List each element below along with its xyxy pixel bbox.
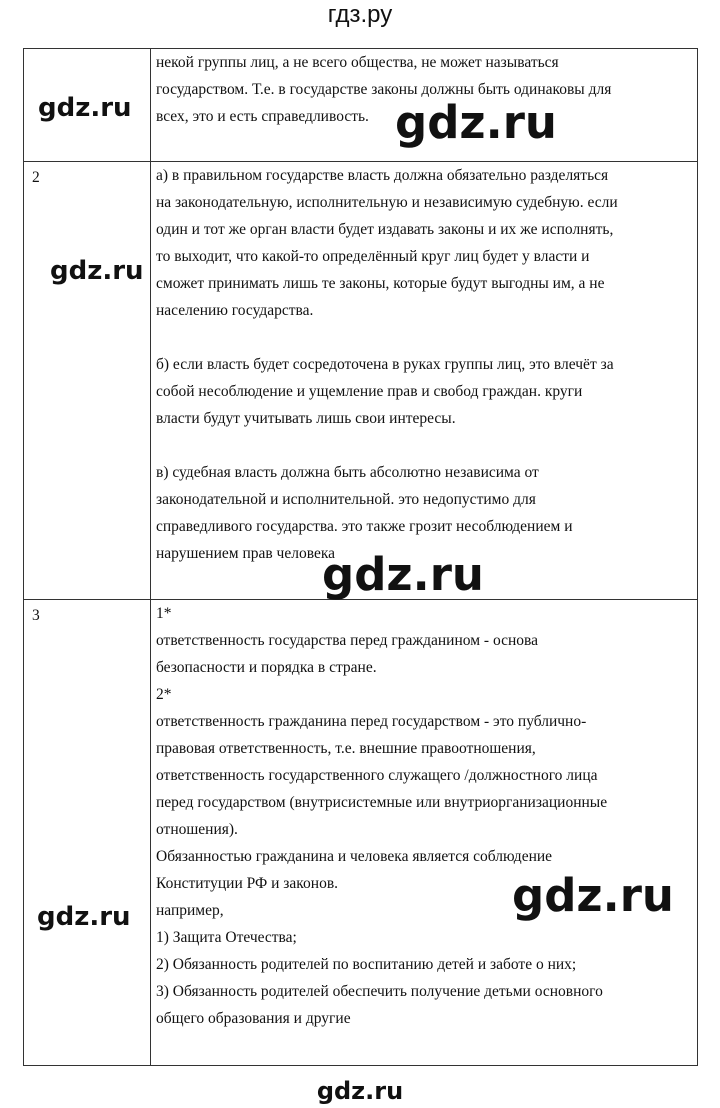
text-line: государством. Т.е. в государстве законы должны быть одинаковы для <box>156 81 612 98</box>
text-line: справедливого государства. это также грозит несоблюдением и <box>156 518 573 535</box>
text-line: Обязанностью гражданина и человека является соблюдение <box>156 848 553 865</box>
text-line: сможет принимать лишь те законы, которые будут выгодны им, а не <box>156 275 605 292</box>
text-line: всех, это и есть справедливость. <box>156 108 369 125</box>
text-line: законодательной и исполнительной. это недопустимо для <box>156 491 536 508</box>
row-content <box>151 162 698 600</box>
text-line: ответственность государства перед гражданином - основа <box>156 632 539 649</box>
site-header: гдз.ру <box>327 1 393 28</box>
text-line: правовая ответственность, т.е. внешние правоотношения, <box>156 740 536 757</box>
row-number: 2 <box>24 162 151 600</box>
table-row <box>24 162 698 600</box>
text-line: 2* <box>156 686 172 703</box>
text-line: некой группы лиц, а не всего общества, не может называться <box>156 54 559 71</box>
text-line: один и тот же орган власти будет издавать законы и их же исполнять, <box>156 221 614 238</box>
row-content <box>151 600 698 1066</box>
text-line: отношения). <box>156 821 238 838</box>
paragraph-gap <box>156 324 691 351</box>
text-line: 2) Обязанность родителей по воспитанию детей и заботе о них; <box>156 956 577 973</box>
text-line: безопасности и порядка в стране. <box>156 659 377 676</box>
text-line: общего образования и другие <box>156 1010 351 1027</box>
text-line: Конституции РФ и законов. <box>156 875 339 892</box>
text-line: нарушением прав человека <box>156 545 335 562</box>
text-line: населению государства. <box>156 302 314 319</box>
watermark-logo: gdz.ru <box>322 548 484 601</box>
text-line: собой несоблюдение и ущемление прав и свобод граждан. круги <box>156 383 583 400</box>
text-line: то выходит, что какой-то определённый круг лиц будет у власти и <box>156 248 590 265</box>
text-line: на законодательную, исполнительную и независимую судебную. если <box>156 194 618 211</box>
text-line: в) судебная власть должна быть абсолютно независима от <box>156 464 539 481</box>
text-line: например, <box>156 902 224 919</box>
text-line: ответственность гражданина перед государством - это публично- <box>156 713 587 730</box>
text-line: ответственность государственного служащего /должностного лица <box>156 767 598 784</box>
table-row <box>24 600 698 1066</box>
text-line: власти будут учитывать лишь свои интересы. <box>156 410 456 427</box>
text-line: перед государством (внутрисистемные или внутриорганизационные <box>156 794 608 811</box>
watermark-logo: gdz.ru <box>38 93 132 123</box>
text-line: б) если власть будет сосредоточена в руках группы лиц, это влечёт за <box>156 356 614 373</box>
site-footer: gdz.ru <box>316 1077 404 1105</box>
paragraph-gap <box>156 432 691 459</box>
text-line: а) в правильном государстве власть должна обязательно разделяться <box>156 167 609 184</box>
watermark-logo: gdz.ru <box>50 256 144 286</box>
text-line: 1) Защита Отечества; <box>156 929 297 946</box>
watermark-logo: gdz.ru <box>395 96 557 149</box>
row-number: 3 <box>24 600 151 1066</box>
watermark-logo: gdz.ru <box>37 902 131 932</box>
watermark-logo: gdz.ru <box>512 869 674 922</box>
text-line: 1* <box>156 605 172 622</box>
text-line: 3) Обязанность родителей обеспечить получение детьми основного <box>156 983 603 1000</box>
